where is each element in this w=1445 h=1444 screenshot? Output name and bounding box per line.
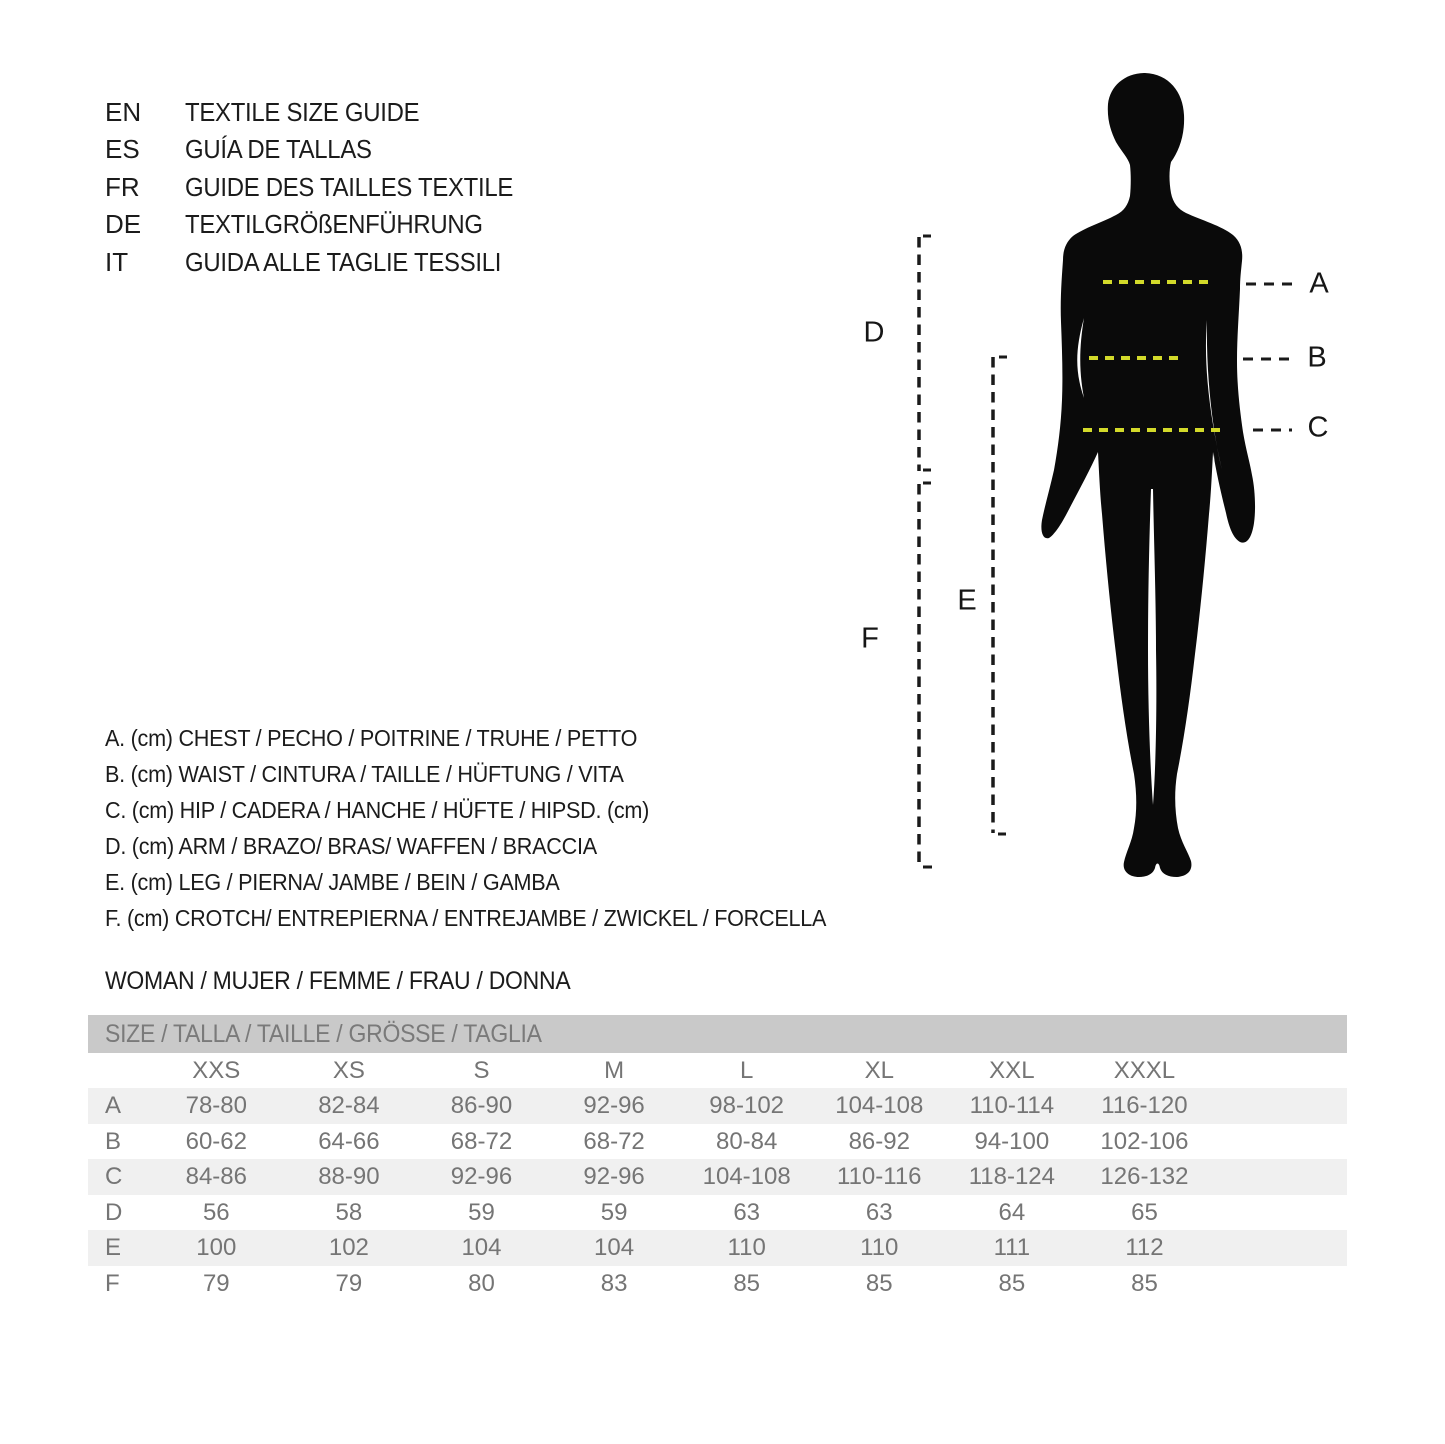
measure-legend-line-A-text: A. (cm) CHEST / PECHO / POITRINE / TRUHE / PETTO xyxy=(105,725,638,751)
size-row-label-spacer xyxy=(88,1053,150,1088)
language-code: EN xyxy=(105,97,142,127)
size-value-cell: 104-108 xyxy=(702,1163,791,1190)
size-value-cell: 63 xyxy=(733,1198,761,1226)
table-row xyxy=(88,1088,1347,1124)
table-row xyxy=(88,1159,1347,1195)
measure-legend-line-C-text: C. (cm) HIP / CADERA / HANCHE / HÜFTE / HIPSD. (cm) xyxy=(105,797,650,824)
size-value-cell: 85 xyxy=(998,1269,1026,1297)
size-table-header-text: SIZE / TALLA / TAILLE / GRÖSSE / TAGLIA xyxy=(105,1020,542,1048)
size-value-cell: 80-84 xyxy=(715,1127,778,1155)
size-value-cell: 110 xyxy=(860,1234,899,1261)
table-row xyxy=(88,1195,1347,1231)
measure-legend-line-C xyxy=(105,792,889,828)
size-column-header: XXXL xyxy=(1113,1057,1176,1084)
language-title-text: GUÍA DE TALLAS xyxy=(185,134,372,165)
table-row xyxy=(88,1230,1347,1266)
size-value-cell: 110-114 xyxy=(969,1092,1055,1119)
size-column-header: XL xyxy=(864,1057,894,1084)
size-value-cell: 86-92 xyxy=(848,1127,910,1155)
size-value-cell: 116-120 xyxy=(1101,1092,1188,1119)
size-value-cell: 118-124 xyxy=(968,1163,1055,1190)
language-row xyxy=(105,169,542,206)
size-value-cell: 59 xyxy=(600,1198,628,1226)
table-row xyxy=(88,1124,1347,1160)
woman-measurement-diagram xyxy=(840,55,1360,885)
size-column-header: XXS xyxy=(192,1057,241,1084)
size-table xyxy=(88,1015,1347,1301)
size-value-cell: 79 xyxy=(202,1269,230,1297)
language-code: DE xyxy=(105,209,142,240)
figure-label-chest: A xyxy=(1309,267,1329,300)
size-value-cell: 56 xyxy=(202,1198,230,1226)
size-value-cell: 83 xyxy=(600,1269,628,1297)
measure-legend-line-D xyxy=(105,828,889,864)
size-value-cell: 85 xyxy=(1131,1269,1158,1297)
size-column-header: M xyxy=(604,1057,625,1084)
language-row xyxy=(105,94,542,131)
size-value-cell: 85 xyxy=(865,1269,893,1297)
measure-legend-line-F-text: F. (cm) CROTCH/ ENTREPIERNA / ENTREJAMBE / ZWICKEL / FORCELLA xyxy=(105,905,827,932)
size-value-cell: 104 xyxy=(461,1234,502,1261)
language-title-list xyxy=(105,94,542,281)
size-value-cell: 100 xyxy=(196,1234,237,1261)
measure-legend-line-B-text: B. (cm) WAIST / CINTURA / TAILLE / HÜFTUNG / VITA xyxy=(105,761,624,788)
measure-legend-line-A xyxy=(105,720,889,756)
size-value-cell: 86-90 xyxy=(450,1092,513,1119)
row-measure-label: A xyxy=(105,1092,122,1119)
size-value-cell: 102-106 xyxy=(1100,1127,1189,1155)
size-value-cell: 85 xyxy=(733,1269,761,1297)
measure-legend-line-E xyxy=(105,864,889,900)
size-value-cell: 104 xyxy=(594,1234,635,1261)
size-value-cell: 92-96 xyxy=(583,1092,645,1119)
row-measure-label: D xyxy=(105,1198,123,1226)
language-row xyxy=(105,206,542,243)
size-value-cell: 82-84 xyxy=(318,1092,380,1119)
figure-label-arm: D xyxy=(863,316,885,349)
size-value-cell: 88-90 xyxy=(318,1163,380,1190)
measure-legend-line-B xyxy=(105,756,889,792)
language-title-text: GUIDE DES TAILLES TEXTILE xyxy=(185,171,514,202)
language-title xyxy=(185,244,529,281)
size-value-cell: 64-66 xyxy=(318,1127,380,1155)
size-value-cell: 84-86 xyxy=(185,1163,247,1190)
size-value-cell: 80 xyxy=(468,1269,495,1297)
row-measure-label: B xyxy=(105,1127,122,1155)
size-column-header: S xyxy=(473,1057,490,1084)
language-row xyxy=(105,131,542,168)
size-value-cell: 110-116 xyxy=(837,1163,922,1190)
measure-legend-line-D-text: D. (cm) ARM / BRAZO/ BRAS/ WAFFEN / BRACCIA xyxy=(105,833,597,860)
size-value-cell: 78-80 xyxy=(185,1092,247,1119)
size-value-cell: 112 xyxy=(1125,1234,1164,1261)
size-value-cell: 104-108 xyxy=(835,1092,924,1119)
size-column-header: XS xyxy=(332,1057,365,1084)
table-row xyxy=(88,1266,1347,1302)
language-code: IT xyxy=(105,246,129,277)
size-value-cell: 79 xyxy=(335,1269,363,1297)
row-measure-label: E xyxy=(105,1234,122,1261)
language-code: FR xyxy=(105,171,140,202)
figure-label-hip: C xyxy=(1307,411,1329,444)
row-measure-label: C xyxy=(105,1163,123,1190)
size-column-header: L xyxy=(739,1057,754,1084)
size-value-cell: 63 xyxy=(865,1198,893,1226)
size-value-cell: 59 xyxy=(468,1198,495,1226)
size-value-cell: 102 xyxy=(328,1234,369,1261)
figure-label-waist: B xyxy=(1307,341,1327,374)
size-value-cell: 60-62 xyxy=(185,1127,247,1155)
size-value-cell: 58 xyxy=(335,1198,363,1226)
size-value-cell: 98-102 xyxy=(709,1092,785,1119)
size-value-cell: 94-100 xyxy=(974,1127,1050,1155)
measure-legend-line-E-text: E. (cm) LEG / PIERNA/ JAMBE / BEIN / GAMBA xyxy=(105,869,560,896)
measurement-legend xyxy=(105,720,889,937)
figure-label-leg: E xyxy=(957,584,977,617)
size-table-body xyxy=(88,1088,1347,1301)
size-value-cell: 64 xyxy=(998,1198,1026,1226)
size-value-cell: 68-72 xyxy=(583,1127,645,1155)
measure-legend-line-F xyxy=(105,900,889,936)
row-measure-label: F xyxy=(105,1269,120,1297)
size-column-header: XXL xyxy=(989,1057,1035,1084)
language-title-text: GUIDA ALLE TAGLIE TESSILI xyxy=(185,246,502,277)
language-row xyxy=(105,244,542,281)
size-value-cell: 68-72 xyxy=(450,1127,513,1155)
language-title xyxy=(185,206,509,243)
size-table-header-bar xyxy=(88,1015,1347,1053)
language-title xyxy=(185,131,388,168)
language-title xyxy=(185,94,440,131)
language-title-text: TEXTILE SIZE GUIDE xyxy=(185,97,420,127)
size-value-cell: 92-96 xyxy=(583,1163,645,1190)
language-title-text: TEXTILGRÖßENFÜHRUNG xyxy=(185,209,483,240)
gender-heading xyxy=(105,963,611,999)
woman-silhouette xyxy=(1041,73,1255,877)
size-value-cell: 92-96 xyxy=(450,1163,513,1190)
size-value-cell: 65 xyxy=(1131,1198,1158,1226)
gender-heading-text: WOMAN / MUJER / FEMME / FRAU / DONNA xyxy=(105,967,571,995)
size-value-cell: 110 xyxy=(727,1234,766,1261)
language-title xyxy=(185,169,542,206)
language-code: ES xyxy=(105,134,140,165)
size-value-cell: 111 xyxy=(993,1234,1031,1261)
size-value-cell: 126-132 xyxy=(1100,1163,1189,1190)
size-columns-row xyxy=(88,1053,1347,1088)
figure-label-crotch: F xyxy=(861,622,879,655)
